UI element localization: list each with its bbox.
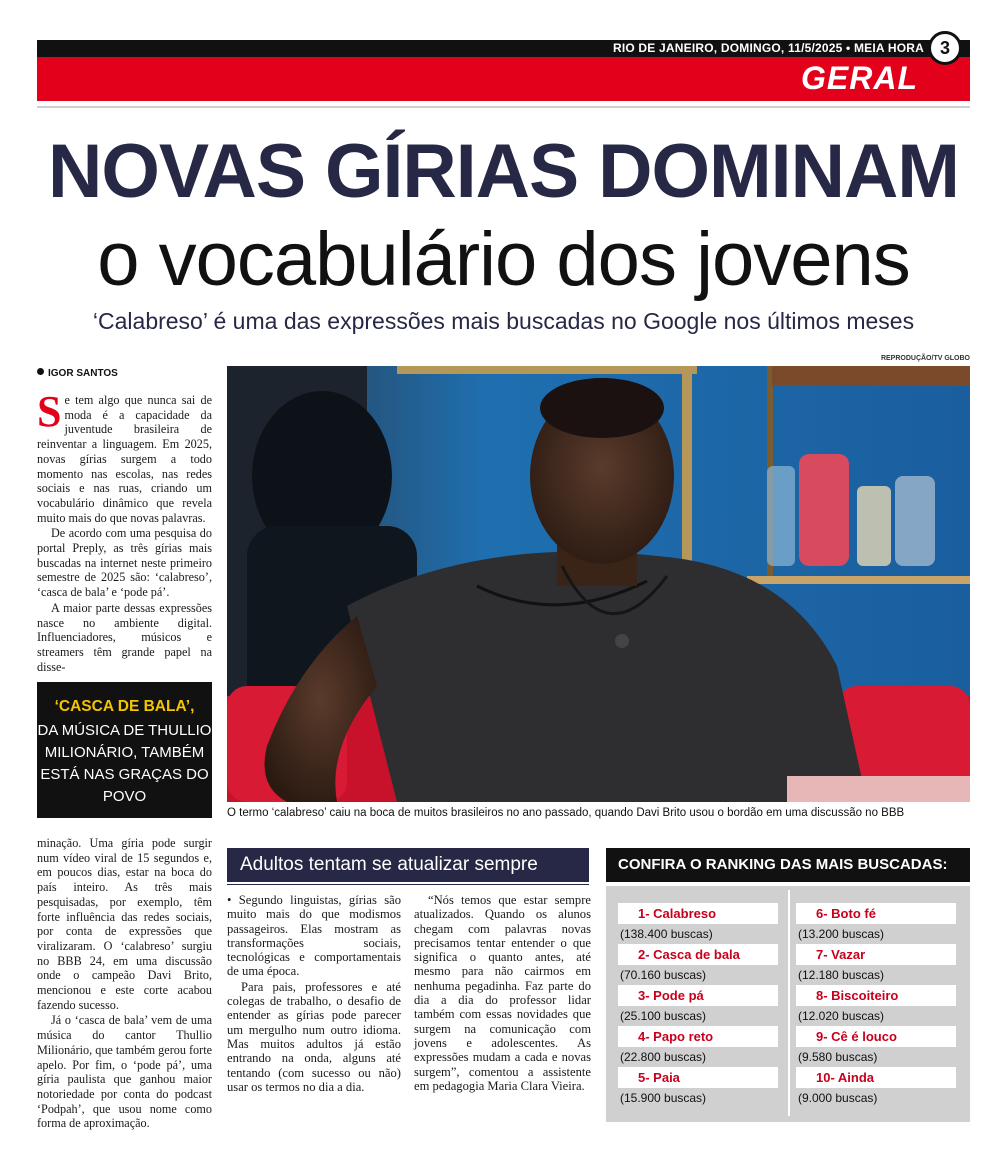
article-photo xyxy=(227,366,970,802)
ranking-item xyxy=(618,1026,778,1067)
dateline: RIO DE JANEIRO, DOMINGO, 11/5/2025 • MEIA HORA xyxy=(612,41,924,55)
article-paragraph: Se tem algo que nunca sai de moda é a capacidade da juventude brasileira de reinventar a linguagem. Em 2025, novas gírias surgem a todo momento nas escolas, nas redes sociais e nas ruas, criando um vocabulário dinâmico que revela muito mais do que novas palavras. xyxy=(37,387,212,525)
header-divider xyxy=(37,106,970,108)
pull-quote xyxy=(37,682,212,818)
ranking-item xyxy=(618,1067,778,1108)
pull-quote-text: DA MÚSICA DE THULLIO MILIONÁRIO, TAMBÉM ESTÁ NAS GRAÇAS DO POVO xyxy=(37,722,212,805)
article-paragraph: • Segundo linguistas, gírias são muito mais do que modismos passageiros. Elas mostram as transformações sociais, tecnológicas e comportamentais de uma época. xyxy=(227,893,402,979)
ranking-label: 9- Cê é louco xyxy=(796,1026,956,1047)
article-column-left xyxy=(37,387,212,675)
article-paragraph: Já o ‘casca de bala’ vem de uma música do cantor Thullio Milionário, que também gerou forte apelo. Por fim, o ‘pode pá’, uma gíria paulista que ganhou maior notoriedade por conta do podcast ‘Podpah’, que usou nome como forma de aproximação. xyxy=(37,1013,212,1131)
bullet-icon xyxy=(37,368,44,375)
byline xyxy=(37,368,118,379)
ranking-item xyxy=(618,903,778,944)
article-paragraph: Para pais, professores e até colegas de trabalho, o desafio de entender as gírias pode parecer um mergulho num outro idioma. Mas muitos adultos já estão entrando na onda, alguns até tentando (com sucesso ou não) usar os termos no dia a dia. xyxy=(227,979,401,1094)
ranking-count: (9.580 buscas) xyxy=(798,1050,878,1064)
ranking-label: 2- Casca de bala xyxy=(618,944,778,965)
ranking-item xyxy=(796,985,956,1026)
ranking-count: (15.900 buscas) xyxy=(620,1091,707,1105)
ranking-label: 7- Vazar xyxy=(796,944,956,965)
ranking-divider xyxy=(788,890,790,1116)
drop-cap: S xyxy=(37,387,62,436)
article-paragraph: minação. Uma gíria pode surgir num vídeo viral de 15 segundos e, em poucos dias, estar na boca do país inteiro. As três mais pesquisadas, por exemplo, têm forte influência das redes sociais, por conta de expressões que viralizaram. O ‘calabreso’ surgiu no BBB 24, em uma discussão onde o campeão Davi Brito, mencionou e este corte acabou fazendo sucesso. xyxy=(37,836,212,1012)
headline-line-1: NOVAS GÍRIAS DOMINAM xyxy=(48,129,959,214)
ranking-box xyxy=(606,886,970,1122)
author-name: IGOR SANTOS xyxy=(48,368,118,379)
ranking-label: 1- Calabreso xyxy=(618,903,778,924)
article-paragraph: De acordo com uma pesquisa do portal Preply, as três gírias mais buscadas na internet neste primeiro semestre de 2025 são: ‘calabreso’, ‘casca de bala’ e ‘pode pá’. xyxy=(37,526,212,600)
ranking-label: 6- Boto fé xyxy=(796,903,956,924)
ranking-label: 5- Paia xyxy=(618,1067,778,1088)
sub-article-column-2 xyxy=(414,893,591,1093)
ranking-count: (70.160 buscas) xyxy=(620,968,707,982)
ranking-count: (22.800 buscas) xyxy=(620,1050,707,1064)
ranking-item xyxy=(796,944,956,985)
sub-article-column-1 xyxy=(227,893,401,1095)
photo-caption: O termo ‘calabreso’ caiu na boca de muitos brasileiros no ano passado, quando Davi Brito usou o bordão em uma discussão no BBB xyxy=(227,807,905,819)
ranking-item xyxy=(618,985,778,1026)
article-paragraph: “Nós temos que estar sempre atualizados. Quando os alunos chegam com palavras novas precisamos tentar entender o que significa o quanto antes, até mesmo para não cairmos em nenhuma pegadinha. Faz parte do dia a dia do professor lidar também com essas novidades que surgem na comunicação com jovens e adolescentes. As expressões mudam a cada e novas surgem”, comentou a assistente em pedagogia Maria Clara Vieira. xyxy=(414,893,591,1093)
sub-article-title: Adultos tentam se atualizar sempre xyxy=(227,848,589,882)
ranking-count: (138.400 buscas) xyxy=(620,927,713,941)
ranking-title: CONFIRA O RANKING DAS MAIS BUSCADAS: xyxy=(606,848,970,882)
article-paragraph: A maior parte dessas expressões nasce no ambiente digital. Influenciadores, músicos e streamers têm grande papel na disse- xyxy=(37,600,212,674)
ranking-label: 10- Ainda xyxy=(796,1067,956,1088)
page-number: 3 xyxy=(928,31,962,65)
article-column-left-continued xyxy=(37,836,212,1132)
ranking-item xyxy=(796,1026,956,1067)
ranking-count: (12.180 buscas) xyxy=(798,968,885,982)
ranking-count: (12.020 buscas) xyxy=(798,1009,885,1023)
ranking-item xyxy=(796,903,956,944)
section-banner xyxy=(37,57,970,101)
ranking-label: 3- Pode pá xyxy=(618,985,778,1006)
ranking-label: 4- Papo reto xyxy=(618,1026,778,1047)
ranking-count: (25.100 buscas) xyxy=(620,1009,707,1023)
section-title: GERAL xyxy=(801,60,918,96)
photo-credit: REPRODUÇÃO/TV GLOBO xyxy=(880,355,970,362)
ranking-item xyxy=(618,944,778,985)
ranking-count: (9.000 buscas) xyxy=(798,1091,878,1105)
headline-deck: ‘Calabreso’ é uma das expressões mais buscadas no Google nos últimos meses xyxy=(92,308,915,334)
ranking-label: 8- Biscoiteiro xyxy=(796,985,956,1006)
pull-quote-highlight: ‘CASCA DE BALA’, xyxy=(54,698,195,715)
ranking-count: (13.200 buscas) xyxy=(798,927,885,941)
headline-line-2: o vocabulário dos jovens xyxy=(97,217,910,302)
photo-illustration xyxy=(227,366,970,802)
top-bar xyxy=(37,40,970,57)
ranking-item xyxy=(796,1067,956,1108)
